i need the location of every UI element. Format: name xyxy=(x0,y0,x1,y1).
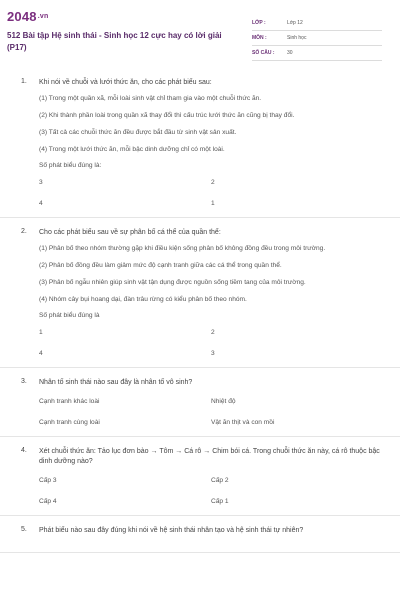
meta-value: 30 xyxy=(287,50,293,56)
question-5 xyxy=(0,516,400,553)
question-number: 3. xyxy=(21,378,27,385)
meta-info xyxy=(252,16,382,61)
meta-row-subject xyxy=(252,31,382,46)
meta-row-class xyxy=(252,16,382,31)
answer-option[interactable]: 1 xyxy=(211,200,215,207)
answer-option[interactable]: 4 xyxy=(39,350,43,357)
answer-option[interactable]: 3 xyxy=(39,179,43,186)
question-subprompt: Số phát biểu đúng là: xyxy=(39,162,102,169)
question-text: Nhân tố sinh thái nào sau đây là nhân tố vô sinh? xyxy=(39,379,193,386)
meta-value: Lớp 12 xyxy=(287,20,303,26)
answer-option[interactable]: 1 xyxy=(39,329,43,336)
answer-option[interactable]: Cạnh tranh khác loài xyxy=(39,398,100,405)
answer-option[interactable]: Vật ăn thịt và con mồi xyxy=(211,419,275,426)
question-list xyxy=(0,68,400,553)
answer-option[interactable]: 2 xyxy=(211,329,215,336)
question-4 xyxy=(0,437,400,516)
meta-value: Sinh học xyxy=(287,35,307,41)
header xyxy=(0,0,400,64)
answer-option[interactable]: Cấp 4 xyxy=(39,498,57,505)
statement: (3) Phân bố ngẫu nhiên giúp sinh vật tận dụng được nguồn sống tiềm tang của môi trường. xyxy=(39,279,306,286)
question-number: 2. xyxy=(21,228,27,235)
answer-options xyxy=(39,329,380,357)
site-logo[interactable] xyxy=(7,9,48,24)
question-text: Khi nói về chuỗi và lưới thức ăn, cho các phát biểu sau: xyxy=(39,79,212,86)
meta-row-count xyxy=(252,46,382,61)
answer-option[interactable]: 3 xyxy=(211,350,215,357)
answer-option[interactable]: Cấp 2 xyxy=(211,477,229,484)
question-text: Xét chuỗi thức ăn: Tảo lục đơn bào → Tôm → Cá rô → Chim bói cá. Trong chuỗi thức ăn này, cá rô thuộc bậc dinh dưỡng nào? xyxy=(39,448,380,465)
question-number: 1. xyxy=(21,78,27,85)
answer-option[interactable]: Cấp 1 xyxy=(211,498,229,505)
answer-option[interactable]: 4 xyxy=(39,200,43,207)
question-2 xyxy=(0,218,400,368)
answer-option[interactable]: Cạnh tranh cùng loài xyxy=(39,419,100,426)
question-subprompt: Số phát biểu đúng là xyxy=(39,312,100,319)
answer-option[interactable]: Cấp 3 xyxy=(39,477,57,484)
question-text: Cho các phát biểu sau về sự phân bố cá thể của quần thể: xyxy=(39,229,221,236)
answer-option[interactable]: Nhiệt độ xyxy=(211,398,236,405)
meta-label: LỚP : xyxy=(252,20,266,26)
statement: (4) Nhóm cây bụi hoang dại, đàn trâu rừng có kiểu phân bố theo nhóm. xyxy=(39,296,247,303)
statement: (4) Trong một lưới thức ăn, mỗi bậc dinh dưỡng chỉ có một loài. xyxy=(39,146,225,153)
question-number: 5. xyxy=(21,526,27,533)
answer-options xyxy=(39,398,380,426)
statement: (2) Phân bố đồng đều làm giảm mức độ cạnh tranh giữa các cá thể trong quần thể. xyxy=(39,262,282,269)
logo-main: 2048 xyxy=(7,9,37,24)
statement: (3) Tất cả các chuỗi thức ăn đều được bắt đầu từ sinh vật sản xuất. xyxy=(39,129,237,136)
meta-label: MÔN : xyxy=(252,35,267,41)
question-text: Phát biểu nào sau đây đúng khi nói về hệ sinh thái nhân tạo và hệ sinh thái tự nhiên? xyxy=(39,527,304,534)
meta-label: SỐ CÂU : xyxy=(252,50,275,56)
statement: (1) Phân bố theo nhóm thường gặp khi điều kiện sống phân bố không đồng đều trong môi trường. xyxy=(39,245,326,252)
statement: (2) Khi thành phần loài trong quần xã thay đổi thì cấu trúc lưới thức ăn cũng bị thay đổi. xyxy=(39,112,295,119)
document-title: 512 Bài tập Hệ sinh thái - Sinh học 12 cực hay có lời giải (P17) xyxy=(7,31,222,52)
answer-options xyxy=(39,477,380,505)
answer-option[interactable]: 2 xyxy=(211,179,215,186)
statement: (1) Trong một quần xã, mỗi loài sinh vật chỉ tham gia vào một chuỗi thức ăn. xyxy=(39,95,262,102)
logo-suffix: .vn xyxy=(37,13,49,20)
answer-options xyxy=(39,179,380,207)
question-1 xyxy=(0,68,400,218)
question-number: 4. xyxy=(21,447,27,454)
question-3 xyxy=(0,368,400,437)
